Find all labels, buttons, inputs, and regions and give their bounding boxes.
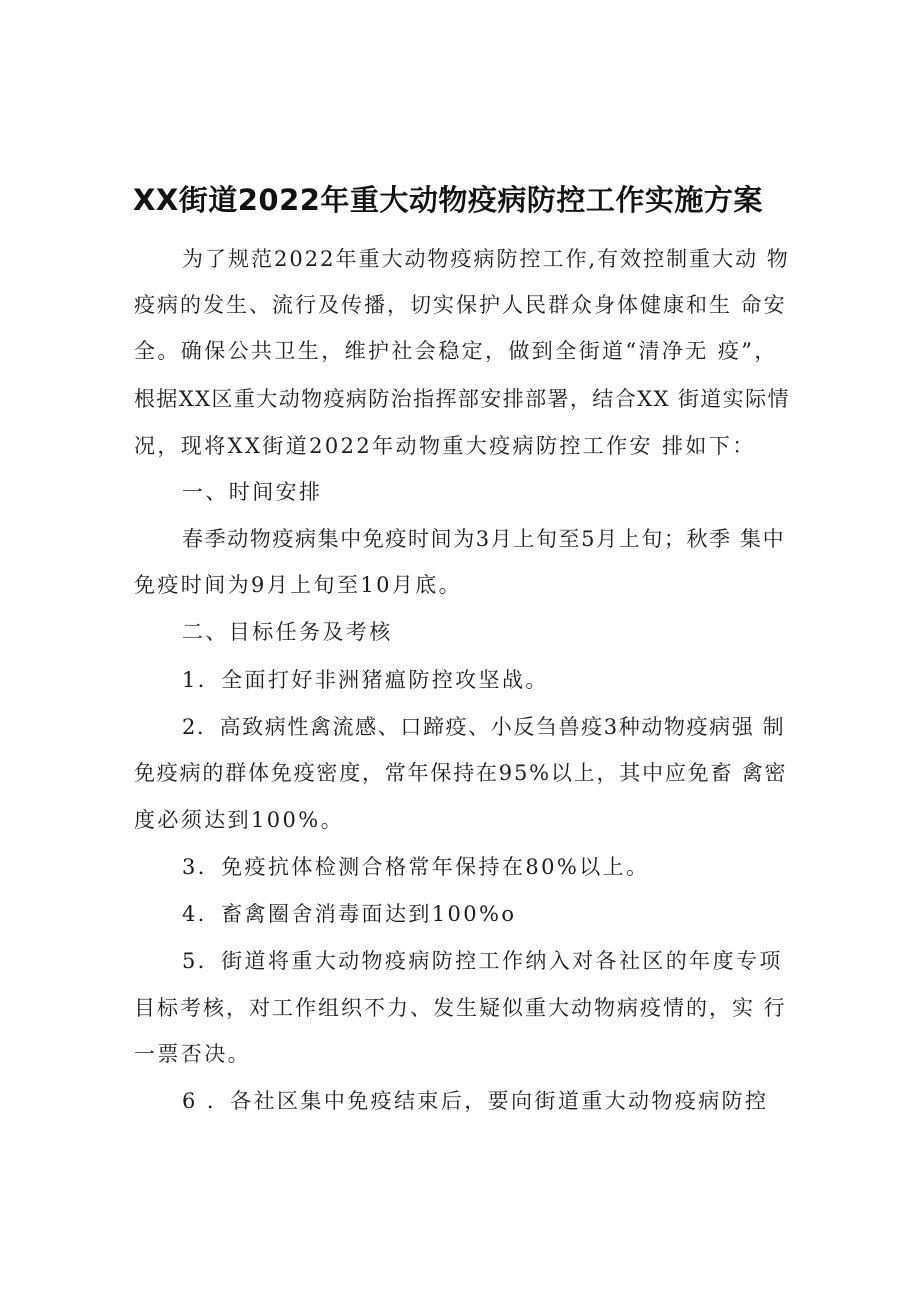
paragraph-line: 一票否决。: [134, 1042, 251, 1066]
list-item: 2．高致病性禽流感、口蹄疫、小反刍兽疫3种动物疫病强 制: [182, 715, 786, 739]
section-heading: 一、时间安排: [182, 480, 323, 504]
paragraph-line: 免疫时间为9月上旬至10月底。: [134, 573, 463, 597]
paragraph-line: 疫病的发生、流行及传播，切实保护人民群众身体健康和生 命安: [134, 293, 787, 317]
list-item: 5．街道将重大动物疫病防控工作纳入对各社区的年度专项: [182, 949, 783, 973]
list-item: 6 ．各社区集中免疫结束后，要向街道重大动物疫病防控: [182, 1089, 769, 1113]
list-item: 1．全面打好非洲猪瘟防控攻坚战。: [182, 668, 549, 692]
paragraph-line: 根据XX区重大动物疫病防治指挥部安排部署，结合XX 街道实际情: [134, 387, 790, 411]
paragraph-line: 春季动物疫病集中免疫时间为3月上旬至5月上旬；秋季 集中: [182, 527, 786, 551]
paragraph-line: 免疫病的群体免疫密度，常年保持在95%以上，其中应免畜 禽密: [134, 761, 788, 785]
paragraph-line: 度必须达到100%。: [134, 808, 345, 832]
paragraph-line: 为了规范2022年重大动物疫病防控工作,有效控制重大动 物: [182, 247, 790, 271]
list-item: 3．免疫抗体检测合格常年保持在80%以上。: [182, 855, 650, 879]
section-heading: 二、目标任务及考核: [182, 620, 393, 644]
list-item: 4．畜禽圈舍消毒面达到100%o: [182, 902, 517, 926]
paragraph-line: 全。确保公共卫生，维护社会稳定，做到全街道“清净无 疫”，: [134, 339, 778, 363]
document-title: XX街道2022年重大动物疫病防控工作实施方案: [133, 183, 763, 217]
paragraph-line: 况，现将XX街道2022年动物重大疫病防控工作安 排如下：: [134, 434, 756, 458]
paragraph-line: 目标考核，对工作组织不力、发生疑似重大动物病疫情的，实 行: [134, 996, 787, 1020]
